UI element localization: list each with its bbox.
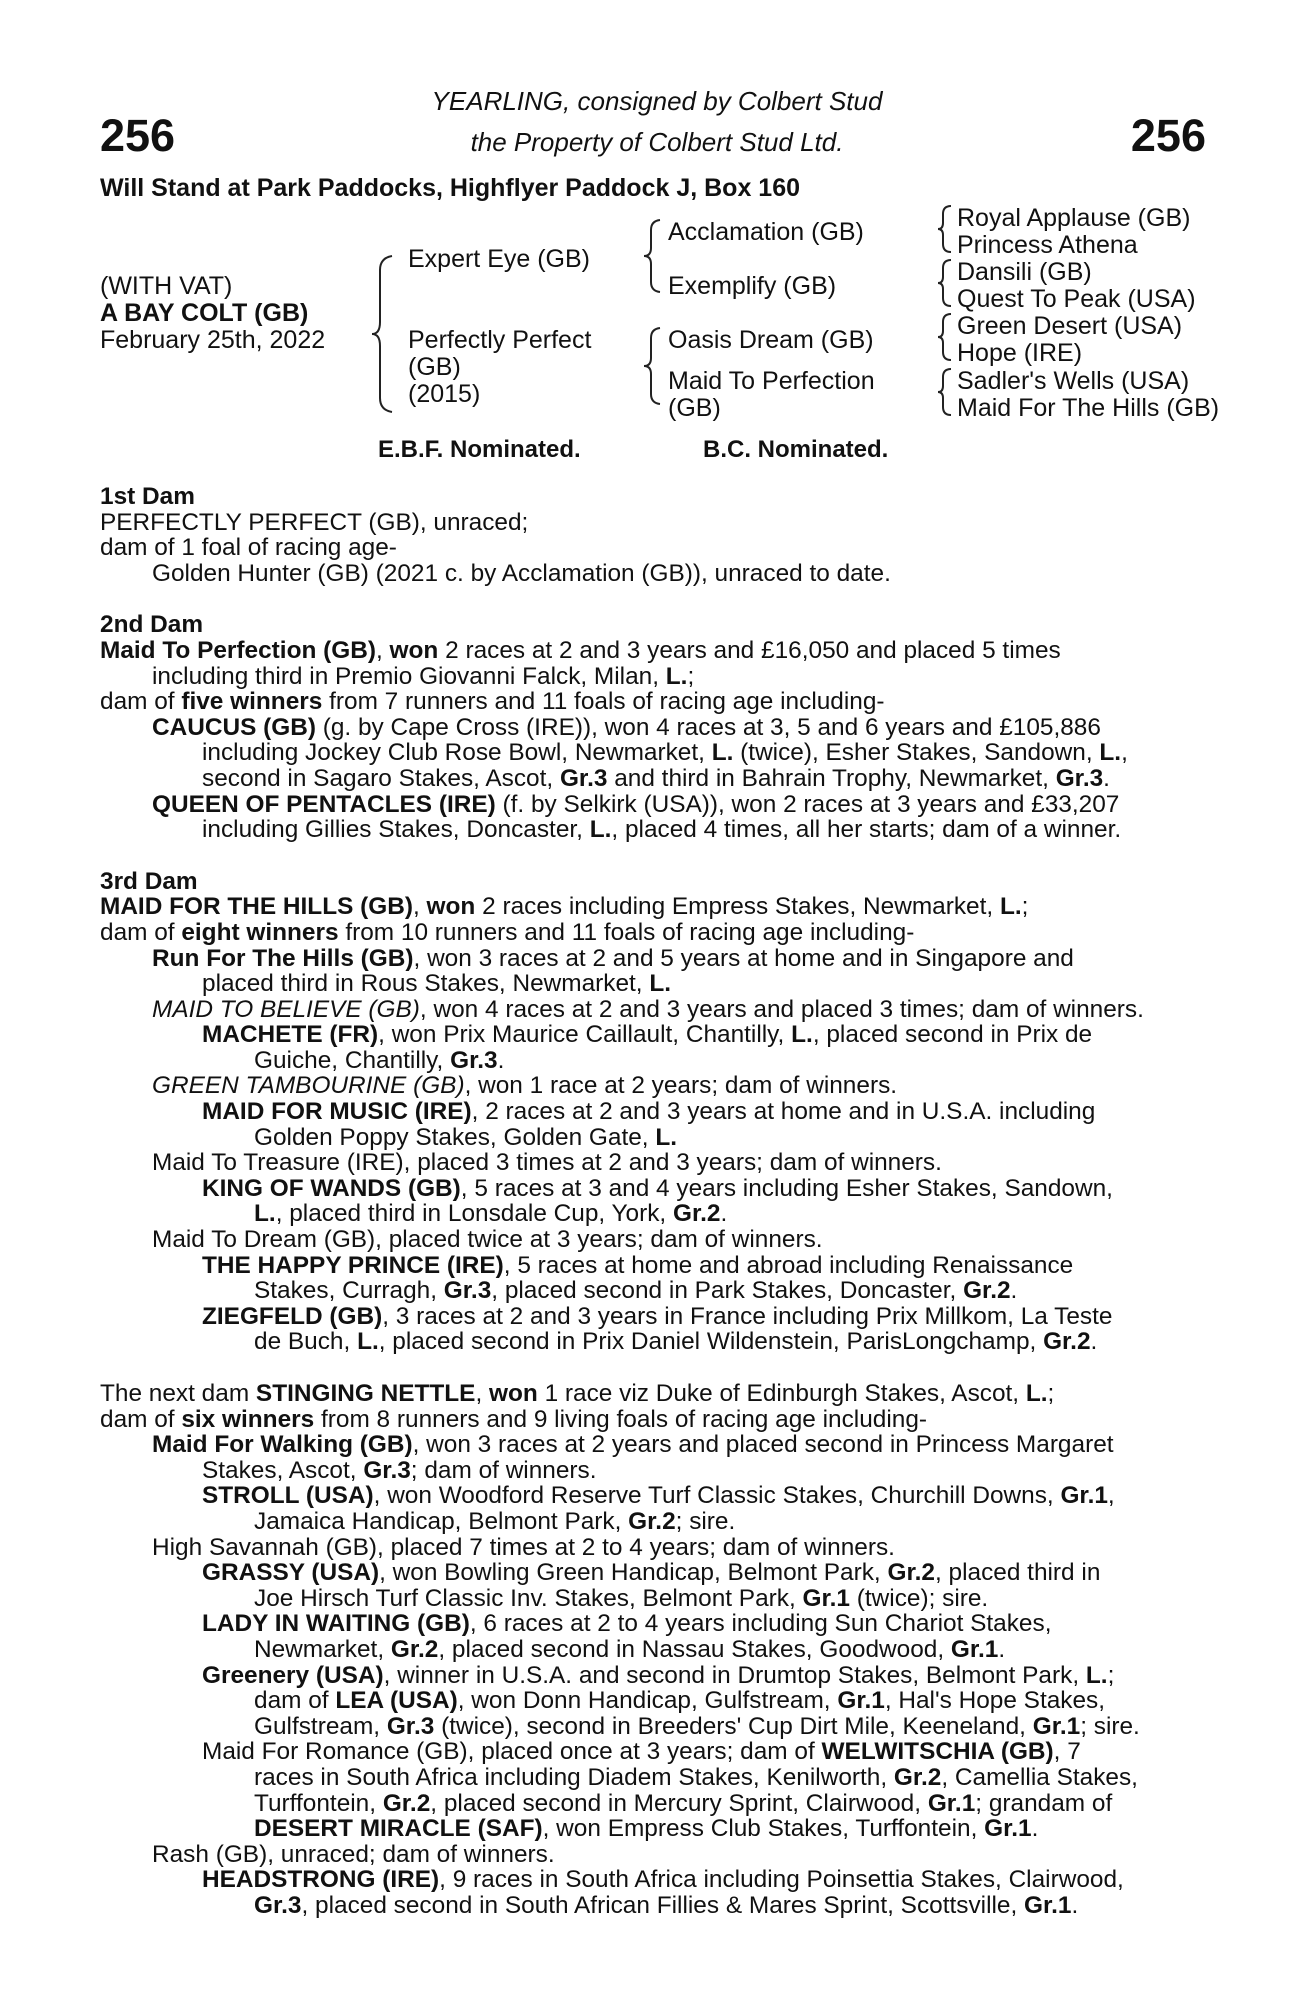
lot-number-left: 256 [100, 110, 176, 161]
para: including third in Premio Giovanni Falck, Milan, L.; [152, 662, 695, 690]
para: CAUCUS (GB) (g. by Cape Cross (IRE)), won 4 races at 3, 5 and 6 years and £105,886 [152, 713, 1101, 741]
para: Greenery (USA), winner in U.S.A. and second in Drumtop Stakes, Belmont Park, L.; [202, 1661, 1115, 1689]
pedigree-g3-5: Green Desert (USA) [957, 312, 1183, 340]
pedigree-dam-dam-line2: (GB) [668, 394, 721, 422]
pedigree-sire-sire: Acclamation (GB) [668, 218, 864, 246]
para: Jamaica Handicap, Belmont Park, Gr.2; sire. [254, 1507, 736, 1535]
colt-dob: February 25th, 2022 [100, 326, 326, 354]
property-line: the Property of Colbert Stud Ltd. [470, 127, 844, 157]
pedigree-brace-main [370, 254, 400, 414]
pedigree-brace-g3-4 [936, 367, 954, 417]
catalogue-body [100, 484, 1204, 1918]
para: PERFECTLY PERFECT (GB), unraced; [100, 508, 529, 536]
para: High Savannah (GB), placed 7 times at 2 to 4 years; dam of winners. [152, 1533, 895, 1561]
para: including Gillies Stakes, Doncaster, L., placed 4 times, all her starts; dam of a winner. [202, 816, 1122, 844]
para: Gulfstream, Gr.3 (twice), second in Breeders' Cup Dirt Mile, Keeneland, Gr.1; sire. [254, 1712, 1140, 1740]
pedigree-g3-2: Princess Athena [957, 231, 1138, 259]
pedigree-brace-dam [642, 326, 664, 406]
para: Maid For Romance (GB), placed once at 3 years; dam of WELWITSCHIA (GB), 7 [202, 1738, 1081, 1766]
para: Rash (GB), unraced; dam of winners. [152, 1840, 555, 1868]
para: QUEEN OF PENTACLES (IRE) (f. by Selkirk (USA)), won 2 races at 3 years and £33,207 [152, 790, 1120, 818]
para: including Jockey Club Rose Bowl, Newmarket, L. (twice), Esher Stakes, Sandown, L., [202, 739, 1128, 767]
para: Turffontein, Gr.2, placed second in Mercury Sprint, Clairwood, Gr.1; grandam of [254, 1789, 1113, 1817]
ebf-nominated: E.B.F. Nominated. [378, 436, 581, 463]
para: second in Sagaro Stakes, Ascot, Gr.3 and third in Bahrain Trophy, Newmarket, Gr.3. [202, 764, 1110, 792]
pedigree-g3-8: Maid For The Hills (GB) [957, 394, 1220, 422]
pedigree-g3-7: Sadler's Wells (USA) [957, 367, 1190, 395]
para: Run For The Hills (GB), won 3 races at 2 and 5 years at home and in Singapore and [152, 944, 1074, 972]
para: THE HAPPY PRINCE (IRE), 5 races at home and abroad including Renaissance [202, 1251, 1074, 1279]
pedigree-g3-6: Hope (IRE) [957, 339, 1083, 367]
para: GRASSY (USA), won Bowling Green Handicap, Belmont Park, Gr.2, placed third in [202, 1559, 1101, 1587]
pedigree-dam-line3: (2015) [408, 380, 481, 408]
vat-label: (WITH VAT) [100, 272, 233, 300]
para: GREEN TAMBOURINE (GB), won 1 race at 2 years; dam of winners. [152, 1072, 898, 1100]
para: Golden Poppy Stakes, Golden Gate, L. [254, 1123, 678, 1151]
para: Joe Hirsch Turf Classic Inv. Stakes, Belmont Park, Gr.1 (twice); sire. [254, 1584, 989, 1612]
para: L., placed third in Lonsdale Cup, York, Gr.2. [254, 1200, 728, 1228]
para: Stakes, Curragh, Gr.3, placed second in Park Stakes, Doncaster, Gr.2. [254, 1277, 1018, 1305]
para: Stakes, Ascot, Gr.3; dam of winners. [202, 1456, 597, 1484]
pedigree-g3-4: Quest To Peak (USA) [957, 285, 1196, 313]
para: Guiche, Chantilly, Gr.3. [254, 1046, 505, 1074]
section-heading-2nd-dam: 2nd Dam [100, 611, 204, 639]
lot-number-right: 256 [1130, 110, 1206, 161]
para: MAID FOR MUSIC (IRE), 2 races at 2 and 3 years at home and in U.S.A. including [202, 1098, 1096, 1126]
para: Maid To Dream (GB), placed twice at 3 years; dam of winners. [152, 1226, 823, 1254]
pedigree-g3-3: Dansili (GB) [957, 258, 1092, 286]
stand-line: Will Stand at Park Paddocks, Highflyer Paddock J, Box 160 [100, 174, 800, 202]
section-heading-3rd-dam: 3rd Dam [100, 867, 198, 895]
para: dam of eight winners from 10 runners and 11 foals of racing age including- [100, 918, 915, 946]
pedigree-dam-line1: Perfectly Perfect [408, 326, 592, 354]
bc-nominated: B.C. Nominated. [703, 436, 889, 463]
para: The next dam STINGING NETTLE, won 1 race viz Duke of Edinburgh Stakes, Ascot, L.; [100, 1380, 1055, 1407]
para: LADY IN WAITING (GB), 6 races at 2 to 4 years including Sun Chariot Stakes, [202, 1610, 1052, 1638]
para: Golden Hunter (GB) (2021 c. by Acclamation (GB)), unraced to date. [152, 559, 891, 587]
pedigree-sire: Expert Eye (GB) [408, 245, 590, 273]
para: MAID FOR THE HILLS (GB), won 2 races including Empress Stakes, Newmarket, L.; [100, 893, 1029, 921]
pedigree-dam-sire: Oasis Dream (GB) [668, 326, 874, 354]
para: Maid To Perfection (GB), won 2 races at 2 and 3 years and £16,050 and placed 5 times [100, 636, 1061, 664]
para: ZIEGFELD (GB), 3 races at 2 and 3 years in France including Prix Millkom, La Teste [202, 1302, 1113, 1330]
pedigree-brace-g3-1 [936, 204, 954, 254]
pedigree-g3-1: Royal Applause (GB) [957, 204, 1191, 232]
colt-name: A BAY COLT (GB) [100, 299, 309, 327]
section-heading-1st-dam: 1st Dam [100, 483, 195, 510]
pedigree-dam-dam-line1: Maid To Perfection [668, 367, 875, 395]
para: HEADSTRONG (IRE), 9 races in South Africa including Poinsettia Stakes, Clairwood, [202, 1866, 1124, 1894]
para: KING OF WANDS (GB), 5 races at 3 and 4 years including Esher Stakes, Sandown, [202, 1174, 1113, 1202]
para: Maid For Walking (GB), won 3 races at 2 years and placed second in Princess Margaret [152, 1431, 1114, 1459]
para: MAID TO BELIEVE (GB), won 4 races at 2 and 3 years and placed 3 times; dam of winners. [152, 995, 1144, 1023]
para: de Buch, L., placed second in Prix Daniel Wildenstein, ParisLongchamp, Gr.2. [254, 1328, 1098, 1356]
para: STROLL (USA), won Woodford Reserve Turf Classic Stakes, Churchill Downs, Gr.1, [202, 1482, 1115, 1510]
para: dam of five winners from 7 runners and 11 foals of racing age including- [100, 688, 885, 716]
pedigree-sire-dam: Exemplify (GB) [668, 272, 837, 300]
pedigree-brace-g3-3 [936, 312, 954, 362]
para: Maid To Treasure (IRE), placed 3 times at 2 and 3 years; dam of winners. [152, 1149, 942, 1177]
para: MACHETE (FR), won Prix Maurice Caillault, Chantilly, L., placed second in Prix de [202, 1021, 1093, 1049]
para: dam of six winners from 8 runners and 9 living foals of racing age including- [100, 1405, 928, 1433]
para: Newmarket, Gr.2, placed second in Nassau Stakes, Goodwood, Gr.1. [254, 1635, 1006, 1663]
para: races in South Africa including Diadem Stakes, Kenilworth, Gr.2, Camellia Stakes, [254, 1763, 1138, 1791]
pedigree-dam-line2: (GB) [408, 353, 461, 381]
para: placed third in Rous Stakes, Newmarket, L. [202, 970, 672, 998]
consigned-line: YEARLING, consigned by Colbert Stud [431, 86, 883, 116]
para: Gr.3, placed second in South African Fillies & Mares Sprint, Scottsville, Gr.1. [254, 1891, 1079, 1919]
para: DESERT MIRACLE (SAF), won Empress Club Stakes, Turffontein, Gr.1. [254, 1815, 1039, 1843]
pedigree-brace-sire [642, 218, 664, 294]
para: dam of LEA (USA), won Donn Handicap, Gulfstream, Gr.1, Hal's Hope Stakes, [254, 1687, 1106, 1715]
para: dam of 1 foal of racing age- [100, 534, 397, 562]
pedigree-brace-g3-2 [936, 258, 954, 308]
